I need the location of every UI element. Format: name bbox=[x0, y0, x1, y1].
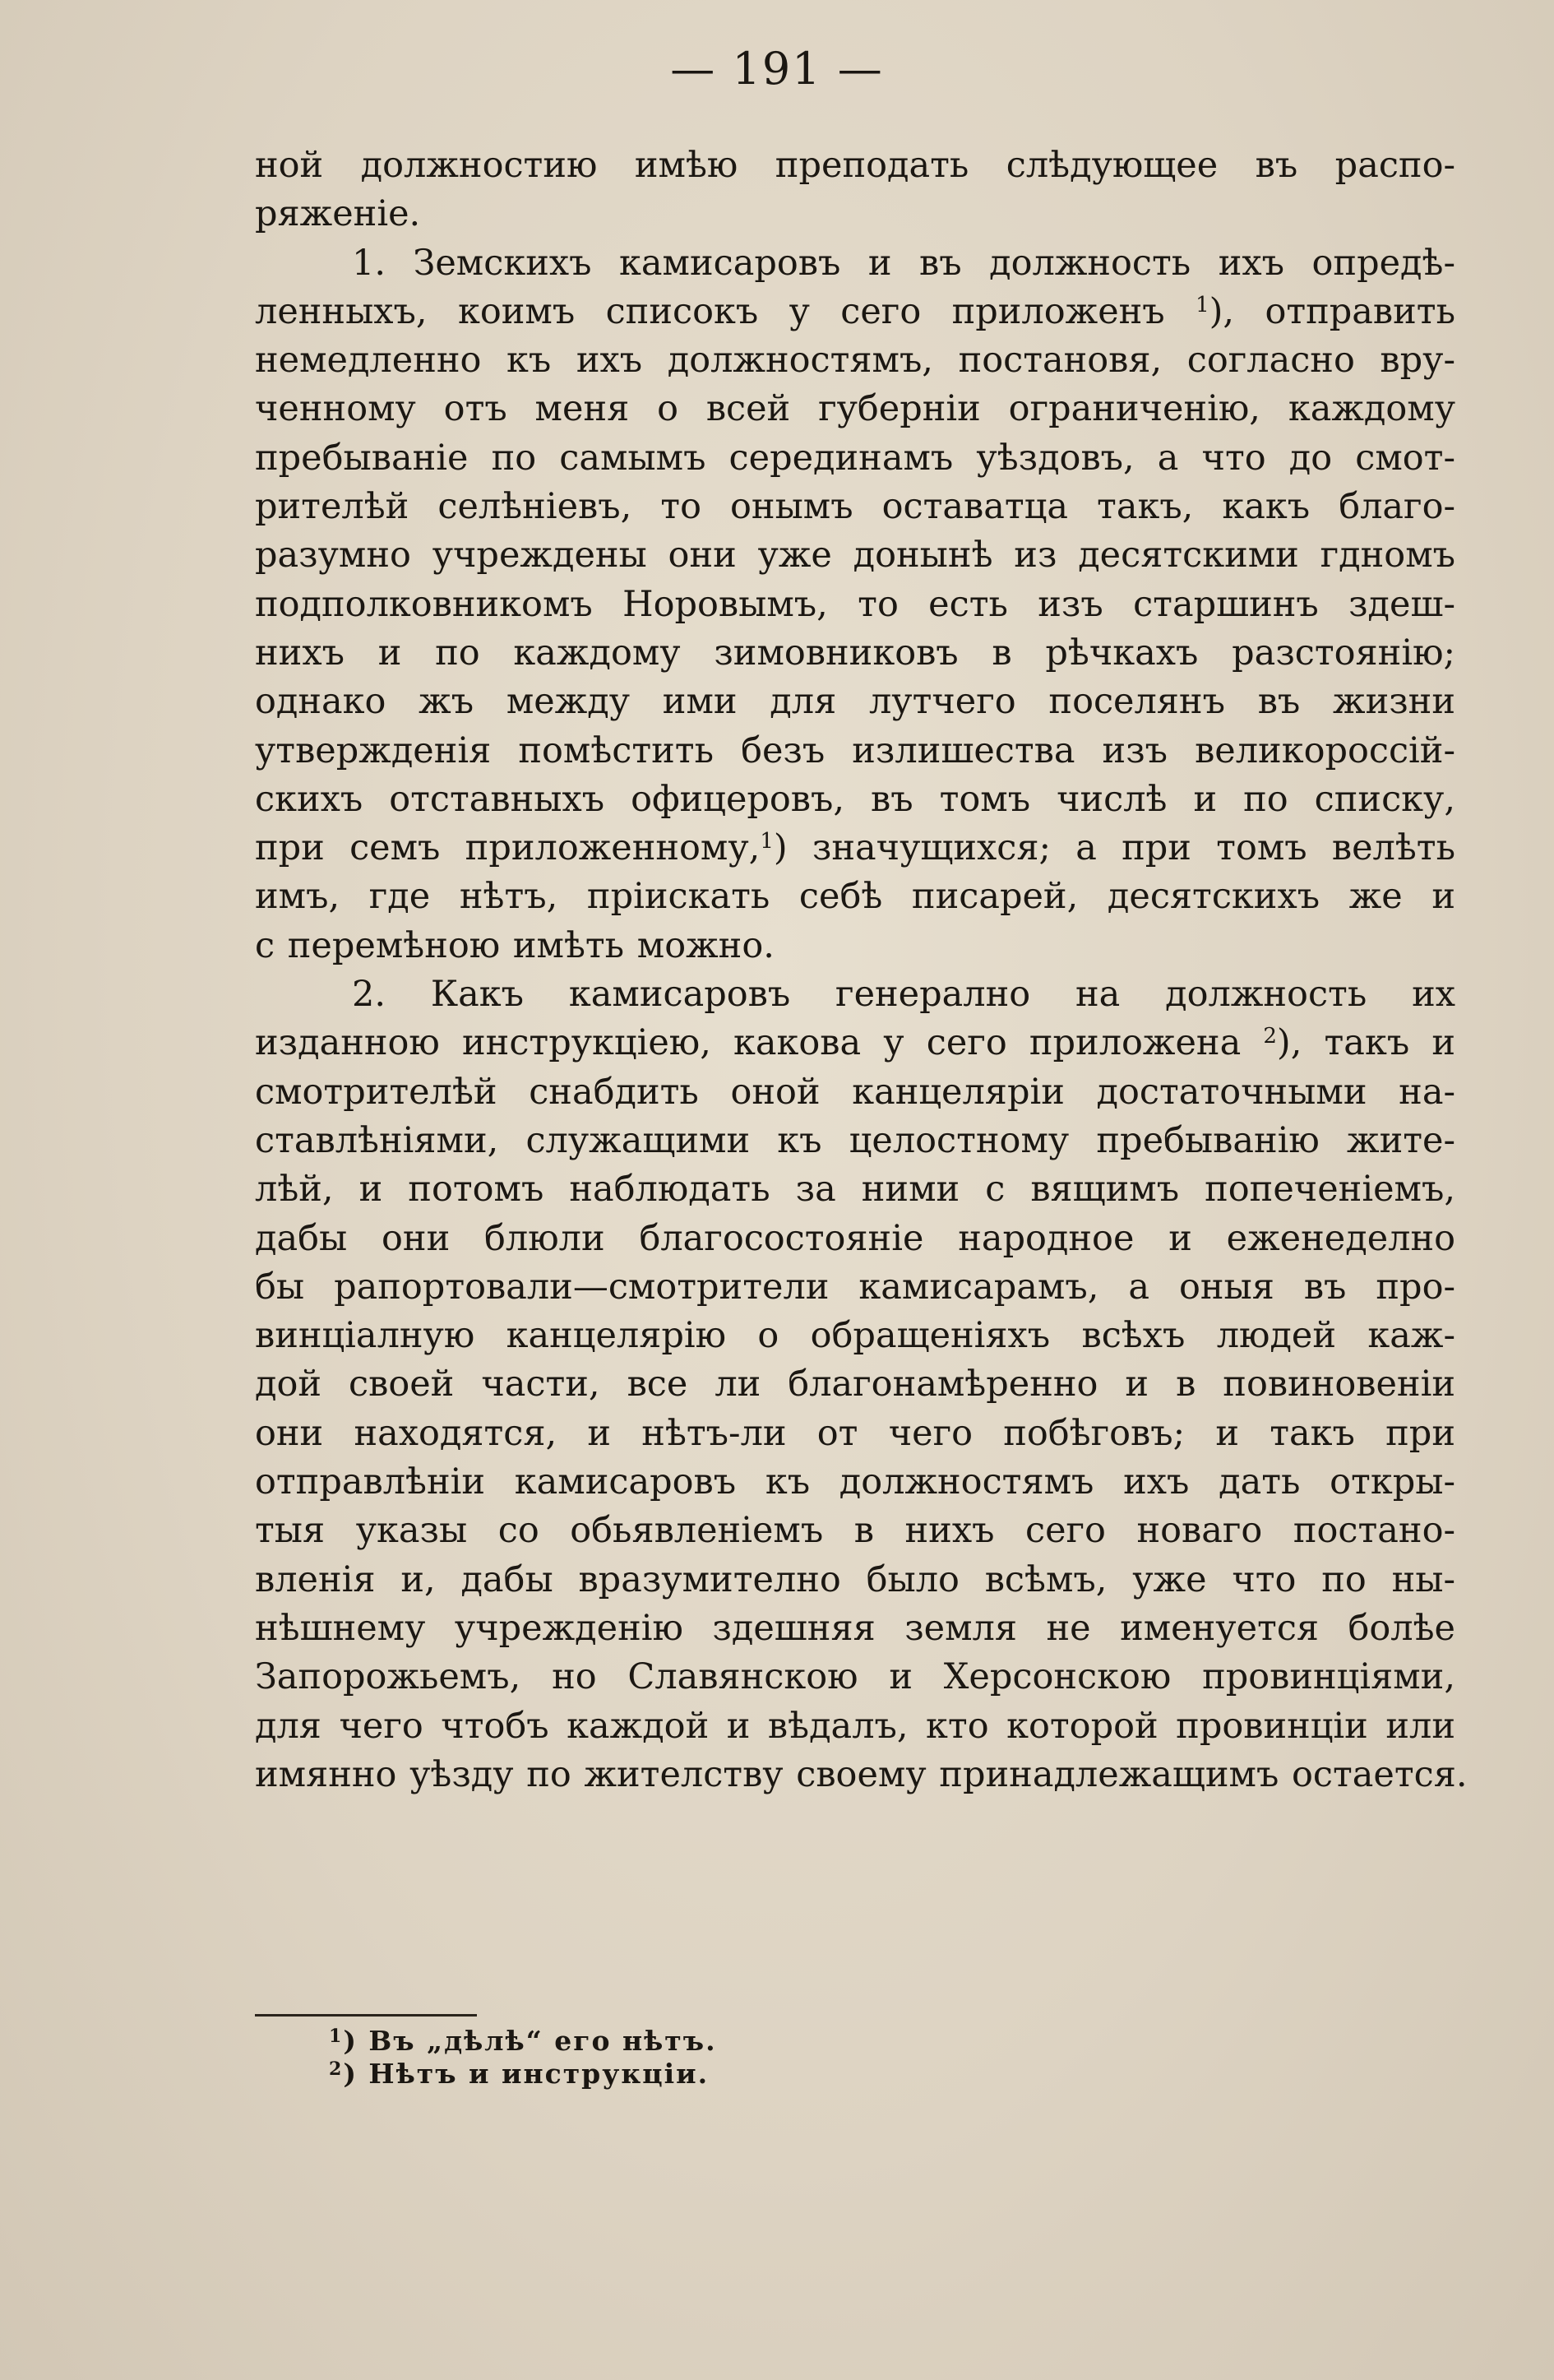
text-segment: ) значущихся; а при томъ велѣть bbox=[773, 827, 1455, 869]
text-line: смотрителѣй снабдить оной канцеляріи достаточными на- bbox=[255, 1071, 1455, 1113]
text-line: винціалную канцелярію о обращеніяхъ всѣхъ людей каж- bbox=[255, 1315, 1455, 1357]
text-line: отправлѣніи камисаровъ къ должностямъ ихъ дать откры- bbox=[255, 1461, 1455, 1503]
text-line: лѣй, и потомъ наблюдать за ними с вящимъ попеченіемъ, bbox=[255, 1169, 1455, 1211]
footnote-ref: 1 bbox=[760, 829, 774, 854]
body-text bbox=[255, 141, 1468, 1799]
text-line bbox=[255, 824, 1455, 873]
footnotes bbox=[329, 2025, 1069, 2091]
text-line: ной должностию имѣю преподать слѣдующее въ распо- bbox=[255, 145, 1455, 186]
footnote-text: ) Нѣтъ и инструкціи. bbox=[343, 2058, 710, 2090]
footnote-mark: 1 bbox=[329, 2026, 344, 2047]
text-segment: при семъ приложенному, bbox=[255, 827, 761, 869]
text-line: тыя указы со обьявленіемъ в нихъ сего новаго постано- bbox=[255, 1510, 1455, 1552]
text-line: вленія и, дабы вразумително было всѣмъ, уже что по ны- bbox=[255, 1558, 1455, 1600]
page-number: — 191 — bbox=[670, 43, 884, 95]
text-line: нихъ и по каждому зимовниковъ в рѣчкахъ разстоянію; bbox=[255, 632, 1455, 674]
text-segment: ), отправить bbox=[1209, 290, 1456, 332]
text-line: ряженіе. bbox=[255, 193, 421, 235]
text-line: 1. Земскихъ камисаровъ и въ должность ихъ опредѣ- bbox=[352, 242, 1455, 284]
text-line: разумно учреждены они уже донынѣ из десятскими гдномъ bbox=[255, 535, 1455, 576]
text-line: имъ, где нѣтъ, пріискать себѣ писарей, десятскихъ же и bbox=[255, 876, 1455, 918]
footnote-divider bbox=[255, 2014, 477, 2017]
text-line: однако жъ между ими для лутчего поселянъ въ жизни bbox=[255, 681, 1455, 723]
text-segment: ленныхъ, коимъ списокъ у сего приложенъ bbox=[255, 290, 1165, 332]
text-line: скихъ отставныхъ офицеровъ, въ томъ числѣ и по списку, bbox=[255, 778, 1455, 820]
footnote-text: ) Въ „дѣлѣ“ его нѣтъ. bbox=[343, 2025, 717, 2057]
text-line: Запорожьемъ, но Славянскою и Херсонскою провинціями, bbox=[255, 1656, 1455, 1698]
text-line: дабы они блюли благосостояніе народное и еженеделно bbox=[255, 1217, 1455, 1259]
text-line bbox=[255, 1019, 1455, 1067]
text-line bbox=[255, 288, 1455, 336]
text-line: рителѣй селѣніевъ, то онымъ оставатца такъ, какъ благо- bbox=[255, 486, 1455, 528]
text-line: 2. Какъ камисаровъ генерално на должность их bbox=[352, 974, 1455, 1016]
footnote-ref: 2 bbox=[1263, 1024, 1277, 1049]
footnote-ref: 1 bbox=[1196, 292, 1209, 317]
text-line: они находятся, и нѣтъ-ли от чего побѣговъ; и такъ при bbox=[255, 1412, 1455, 1454]
text-line: с перемѣною имѣть можно. bbox=[255, 924, 775, 966]
footnote-mark: 2 bbox=[329, 2058, 344, 2080]
text-line: нѣшнему учрежденію здешняя земля не именуется болѣе bbox=[255, 1607, 1455, 1649]
footnote bbox=[329, 2058, 1069, 2091]
text-line: немедленно къ ихъ должностямъ, постановя, согласно вру- bbox=[255, 340, 1455, 382]
text-line: пребываніе по самымъ серединамъ уѣздовъ, а что до смот- bbox=[255, 437, 1455, 479]
text-line: ченному отъ меня о всей губерніи ограниченію, каждому bbox=[255, 388, 1455, 430]
footnote bbox=[329, 2025, 1069, 2058]
text-line: бы рапортовали—смотрители камисарамъ, а оныя въ про- bbox=[255, 1266, 1455, 1308]
text-line: имянно уѣзду по жителству своему принадлежащимъ остается. bbox=[255, 1753, 1468, 1795]
text-line: утвержденія помѣстить безъ излишества изъ великороссій- bbox=[255, 729, 1455, 771]
text-line: дой своей части, все ли благонамѣренно и в повиновеніи bbox=[255, 1364, 1455, 1405]
text-segment: ), такъ и bbox=[1276, 1022, 1455, 1064]
text-line: для чего чтобъ каждой и вѣдалъ, кто которой провинціи или bbox=[255, 1705, 1455, 1747]
text-line: подполковникомъ Норовымъ, то есть изъ старшинъ здеш- bbox=[255, 583, 1455, 625]
text-line: ставлѣніями, служащими къ целостному пребыванію жите- bbox=[255, 1119, 1455, 1161]
text-segment: изданною инструкціею, какова у сего приложена bbox=[255, 1022, 1242, 1064]
